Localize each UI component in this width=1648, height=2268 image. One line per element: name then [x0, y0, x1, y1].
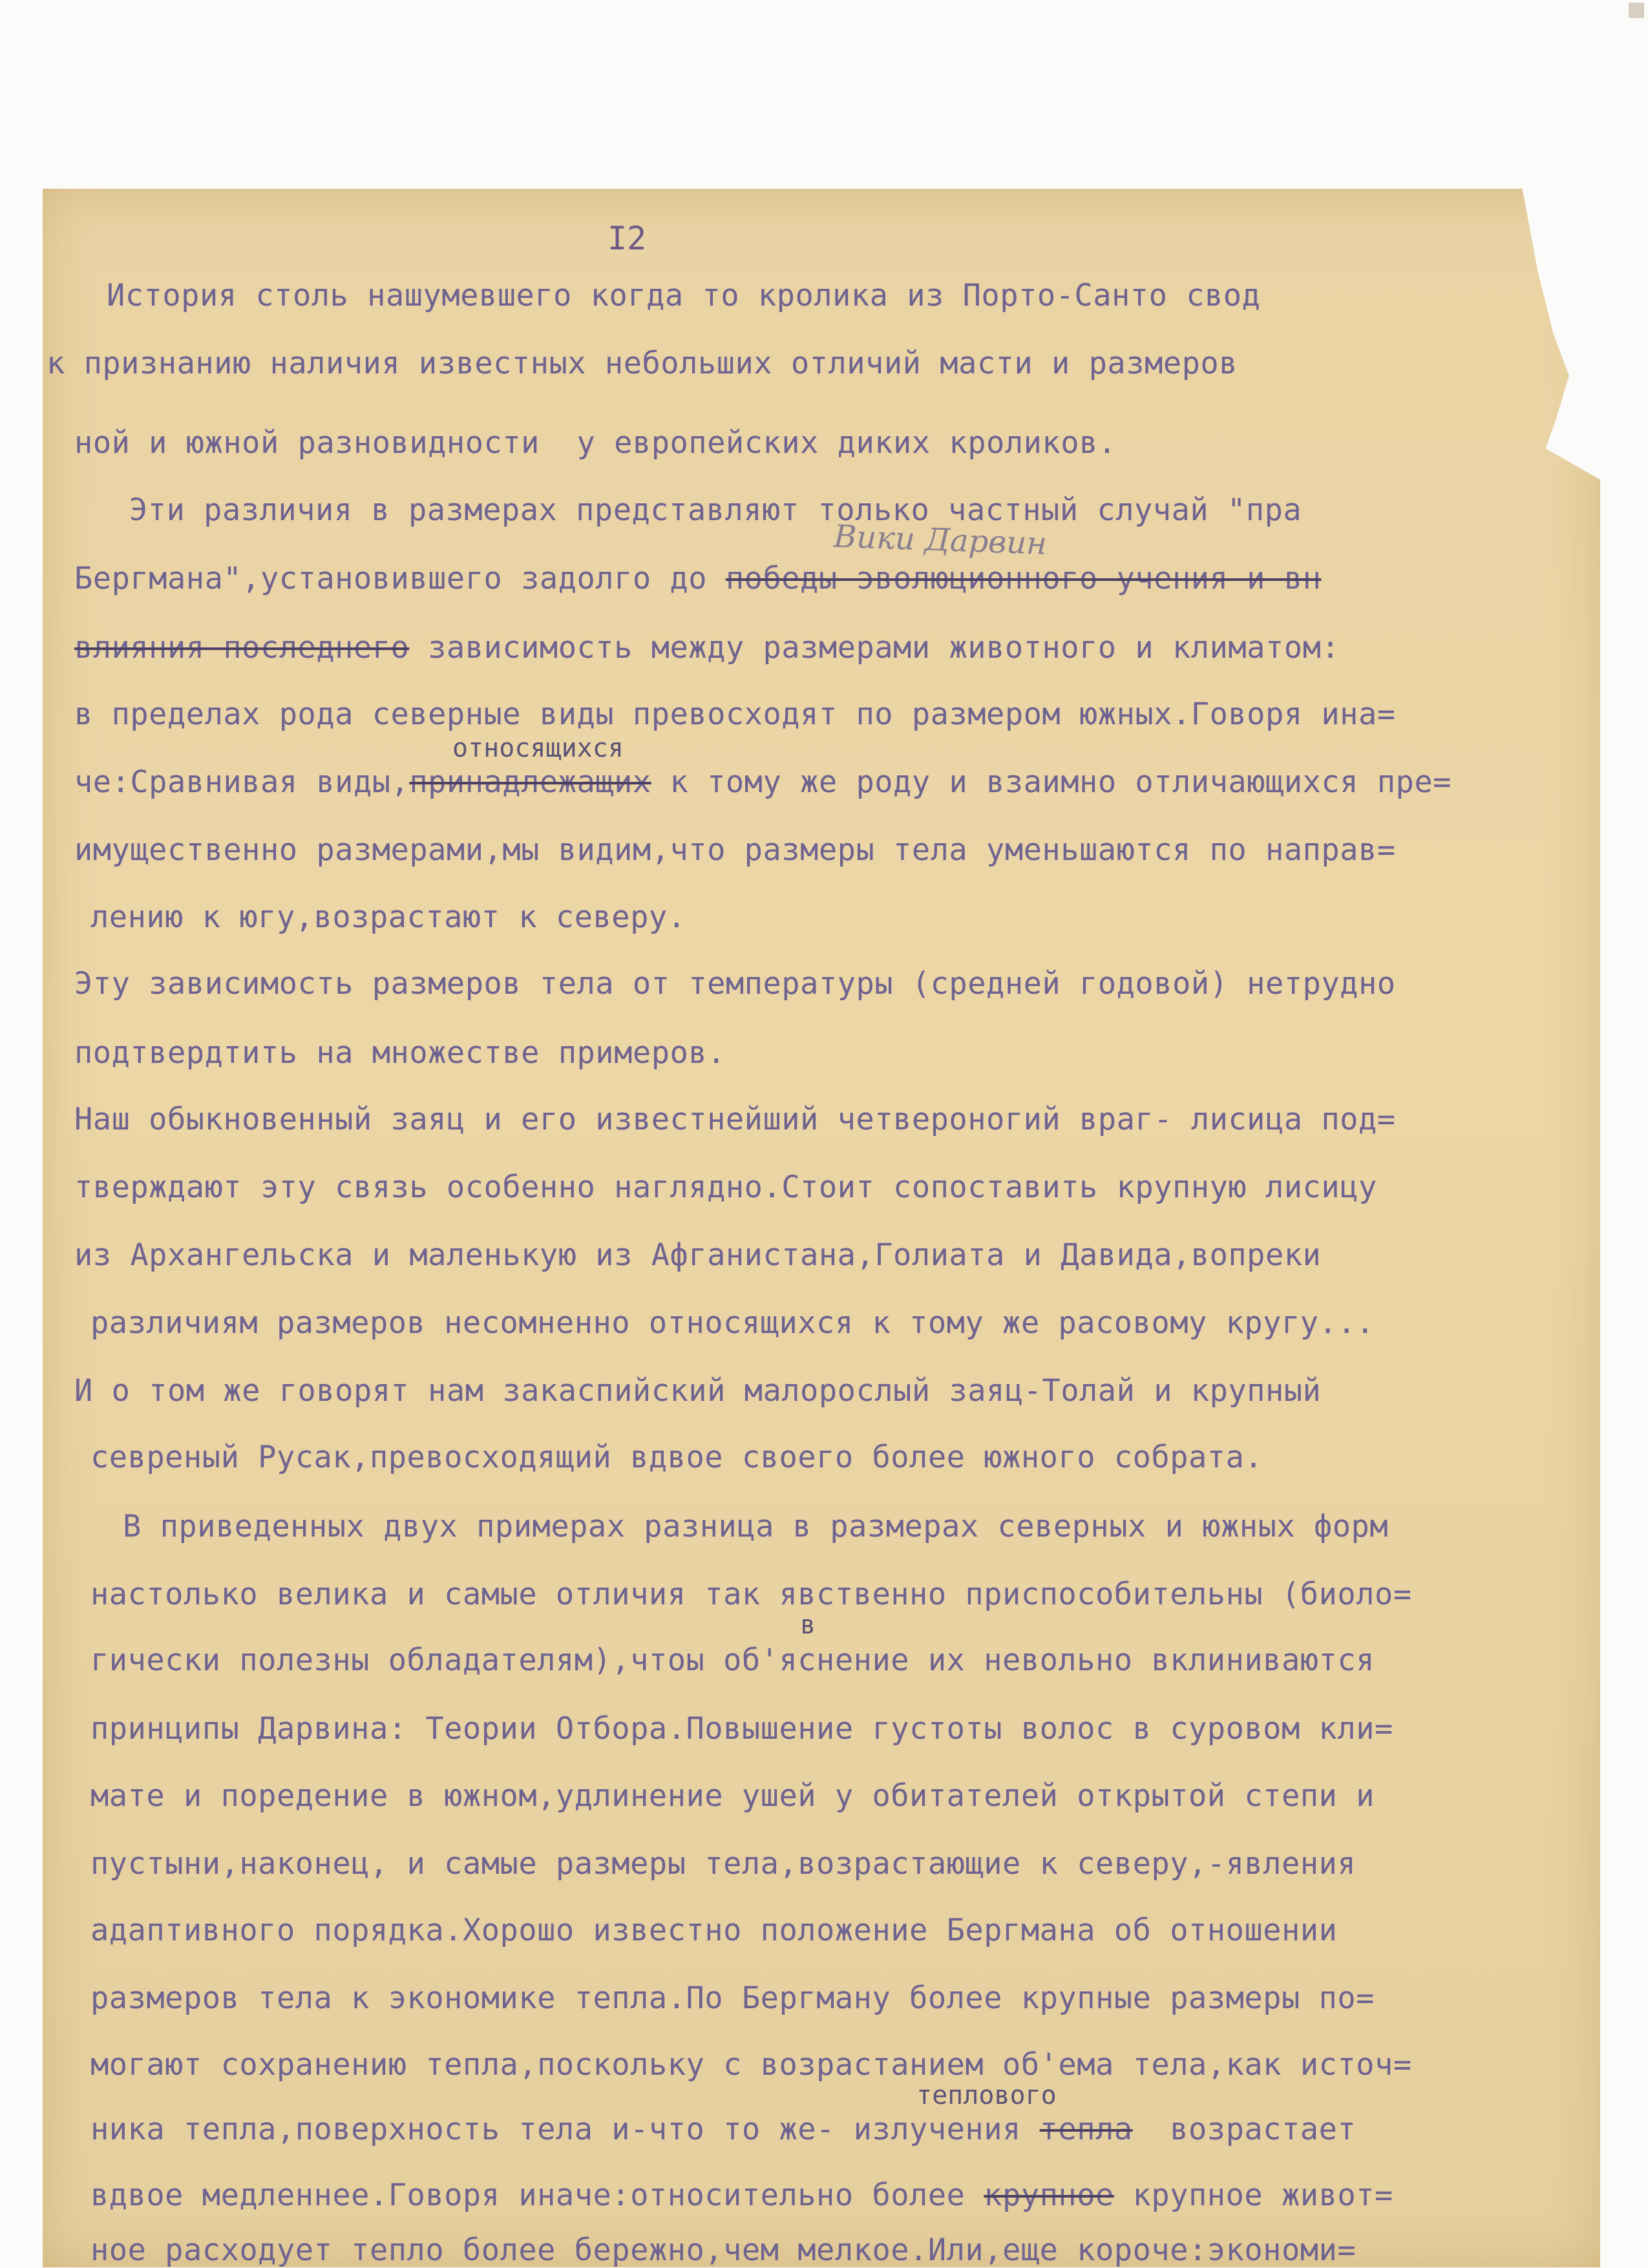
text-line-1: История столь нашумевшего когда то кролика из Порто-Санто свод: [107, 278, 1261, 313]
text-line-28-part-a: ника тепла,поверхность тела и-что то же- излучения: [90, 2112, 1040, 2147]
text-line-8-struck: принадлежащих: [409, 764, 651, 800]
text-line-16: различиям размеров несомненно относящихся к тому же расовому кругу...: [90, 1305, 1375, 1341]
text-line-29: [90, 2178, 1393, 2213]
text-line-24: пустыни,наконец, и самые размеры тела,возрастающие к северу,-явления: [90, 1846, 1357, 1882]
text-line-8-part-a: че:Сравнивая виды,: [74, 764, 410, 800]
text-line-7: в пределах рода северные виды превосходят по размером южных.Говоря ина=: [74, 697, 1396, 732]
typed-insert-v: в: [800, 1610, 816, 1640]
text-line-18: севреный Русак,превосходящий вдвое своего более южного собрата.: [90, 1440, 1263, 1475]
typed-insert-otnosyashchikhsya: относящихся: [452, 733, 624, 763]
text-line-29-part-a: вдвое медленнее.Говоря иначе:относительно более: [90, 2178, 984, 2213]
text-line-25: адаптивного порядка.Хорошо известно положение Бергмана об отношении: [90, 1913, 1338, 1948]
text-line-19: В приведенных двух примерах разница в размерах северных и южных форм: [123, 1509, 1389, 1544]
corner-mark: [1629, 3, 1644, 18]
text-line-29-part-c: крупное живот=: [1114, 2178, 1393, 2213]
text-line-2: к признанию наличия известных небольших отличий масти и размеров: [47, 346, 1238, 381]
text-line-21: гически полезны обладателям),чтоы об'яснение их невольно вклиниваются: [90, 1643, 1375, 1678]
text-line-20: настолько велика и самые отличия так явственно приспособительны (биоло=: [90, 1577, 1412, 1612]
text-line-29-struck: крупное: [984, 2178, 1114, 2213]
text-line-5-part-a: Бергмана",установившего задолго до: [74, 561, 726, 596]
page-number: I2: [607, 220, 647, 257]
text-line-22: принципы Дарвина: Теории Отбора.Повышение густоты волос в суровом кли=: [90, 1711, 1393, 1747]
text-line-11: Эту зависимость размеров тела от температуры (средней годовой) нетрудно: [74, 966, 1396, 1002]
text-line-6: [74, 630, 1340, 666]
text-line-13: Наш обыкновенный заяц и его известнейший четвероногий враг- лисица под=: [74, 1102, 1396, 1137]
text-line-30: ное расходует тепло более бережно,чем мелкое.Или,еще короче:экономи=: [90, 2232, 1357, 2268]
text-line-8-part-c: к тому же роду и взаимно отличающихся пре=: [651, 764, 1452, 800]
text-line-4: Эти различия в размерах представляют только частный случай "пра: [129, 492, 1302, 528]
text-line-17: И о том же говорят нам закаспийский малорослый заяц-Толай и крупный: [74, 1373, 1322, 1409]
text-line-3: ной и южной разновидности у европейских диких кроликов.: [74, 425, 1117, 461]
text-line-23: мате и поредение в южном,удлинение ушей у обитателей открытой степи и: [90, 1778, 1375, 1814]
typed-insert-teplovogo: теплового: [916, 2081, 1057, 2110]
text-line-28-struck: тепла: [1039, 2112, 1133, 2147]
text-line-6-part-b: зависимость между размерами животного и климатом:: [409, 630, 1340, 666]
text-line-27: могают сохранению тепла,поскольку с возрастанием об'ема тела,как источ=: [90, 2047, 1412, 2083]
text-line-8: [74, 764, 1452, 800]
text-line-28-part-c: возрастает: [1132, 2112, 1357, 2147]
text-line-14: тверждают эту связь особенно наглядно.Стоит сопоставить крупную лисицу: [74, 1170, 1377, 1205]
text-line-6-struck: влияния последнего: [74, 630, 410, 666]
text-line-5-struck: победы эволюционного учения и вн: [725, 561, 1322, 596]
text-line-5: [74, 561, 1321, 596]
text-line-10: лению к югу,возрастают к северу.: [90, 899, 686, 935]
handwritten-margin-note: Вики Дарвин: [833, 518, 1048, 562]
text-line-15: из Архангельска и маленькую из Афганистана,Голиата и Давида,вопреки: [74, 1237, 1322, 1273]
text-line-9: имущественно размерами,мы видим,что размеры тела уменьшаются по направ=: [74, 832, 1396, 868]
text-line-12: подтвердтить на множестве примеров.: [74, 1035, 726, 1071]
text-line-26: размеров тела к экономике тепла.По Бергману более крупные размеры по=: [90, 1980, 1375, 2016]
text-line-28: [90, 2112, 1356, 2147]
